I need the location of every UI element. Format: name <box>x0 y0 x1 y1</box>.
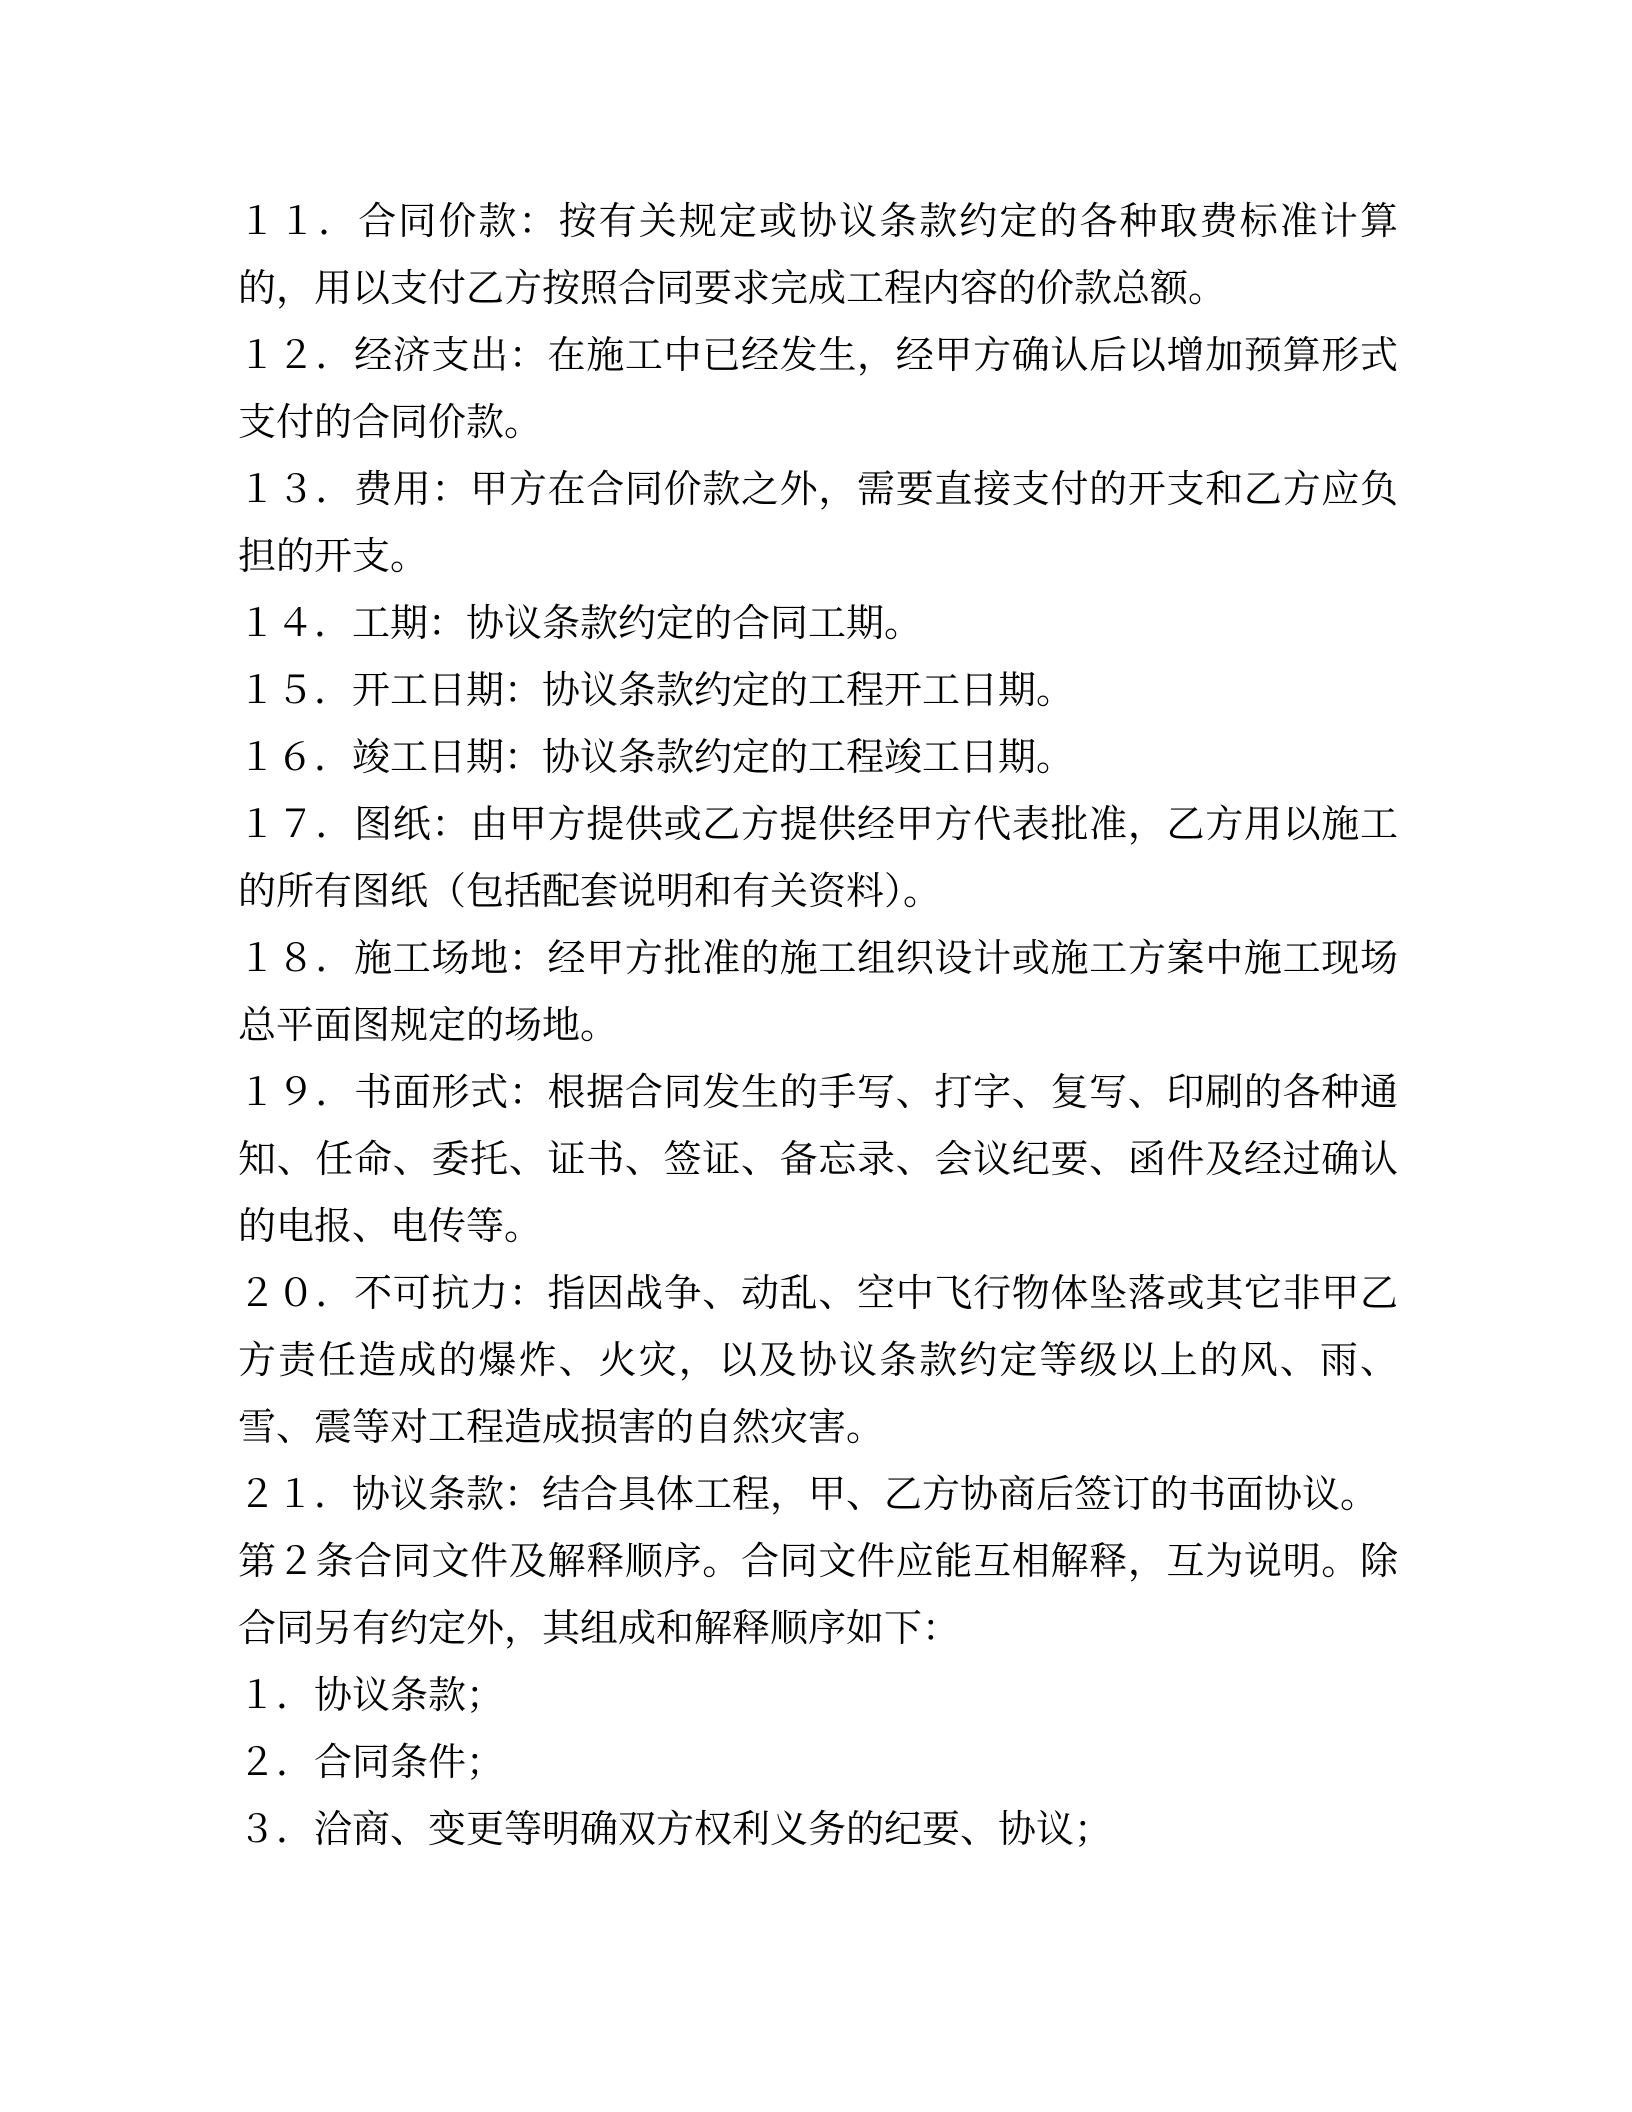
paragraph-17-drawings: １７．图纸：由甲方提供或乙方提供经甲方代表批准，乙方用以施工的所有图纸（包括配套说明和有关资料）。 <box>238 802 1398 913</box>
paragraph-15-start-date: １５．开工日期：协议条款约定的工程开工日期。 <box>238 668 1075 712</box>
paragraph-14-duration: １４．工期：协议条款约定的合同工期。 <box>238 601 923 645</box>
paragraph-11-contract-price: １１．合同价款：按有关规定或协议条款约定的各种取费标准计算的，用以支付乙方按照合同要求完成工程内容的价款总额。 <box>238 199 1398 310</box>
list-item-1-agreement-terms: １．协议条款； <box>238 1673 505 1717</box>
paragraph-18-construction-site: １８．施工场地：经甲方批准的施工组织设计或施工方案中施工现场总平面图规定的场地。 <box>238 936 1398 1047</box>
list-item-2-contract-conditions: ２．合同条件； <box>238 1740 505 1784</box>
paragraph-12-economic-expenditure: １２．经济支出：在施工中已经发生，经甲方确认后以增加预算形式支付的合同价款。 <box>238 333 1398 444</box>
paragraph-article-2-heading: 第２条合同文件及解释顺序。合同文件应能互相解释，互为说明。除合同另有约定外，其组成和解释顺序如下： <box>238 1539 1398 1650</box>
paragraph-13-expenses: １３．费用：甲方在合同价款之外，需要直接支付的开支和乙方应负担的开支。 <box>238 467 1398 578</box>
paragraph-16-completion-date: １６．竣工日期：协议条款约定的工程竣工日期。 <box>238 735 1075 779</box>
paragraph-21-agreement-terms: ２１．协议条款：结合具体工程，甲、乙方协商后签订的书面协议。 <box>238 1472 1379 1516</box>
paragraph-19-written-form: １９．书面形式：根据合同发生的手写、打字、复写、印刷的各种通知、任命、委托、证书、签证、备忘录、会议纪要、函件及经过确认的电报、电传等。 <box>238 1070 1398 1248</box>
document-body <box>238 188 1398 1863</box>
paragraph-20-force-majeure: ２０．不可抗力：指因战争、动乱、空中飞行物体坠落或其它非甲乙方责任造成的爆炸、火灾，以及协议条款约定等级以上的风、雨、雪、震等对工程造成损害的自然灾害。 <box>238 1271 1398 1449</box>
list-item-3-negotiation-records: ３．洽商、变更等明确双方权利义务的纪要、协议； <box>238 1807 1113 1851</box>
